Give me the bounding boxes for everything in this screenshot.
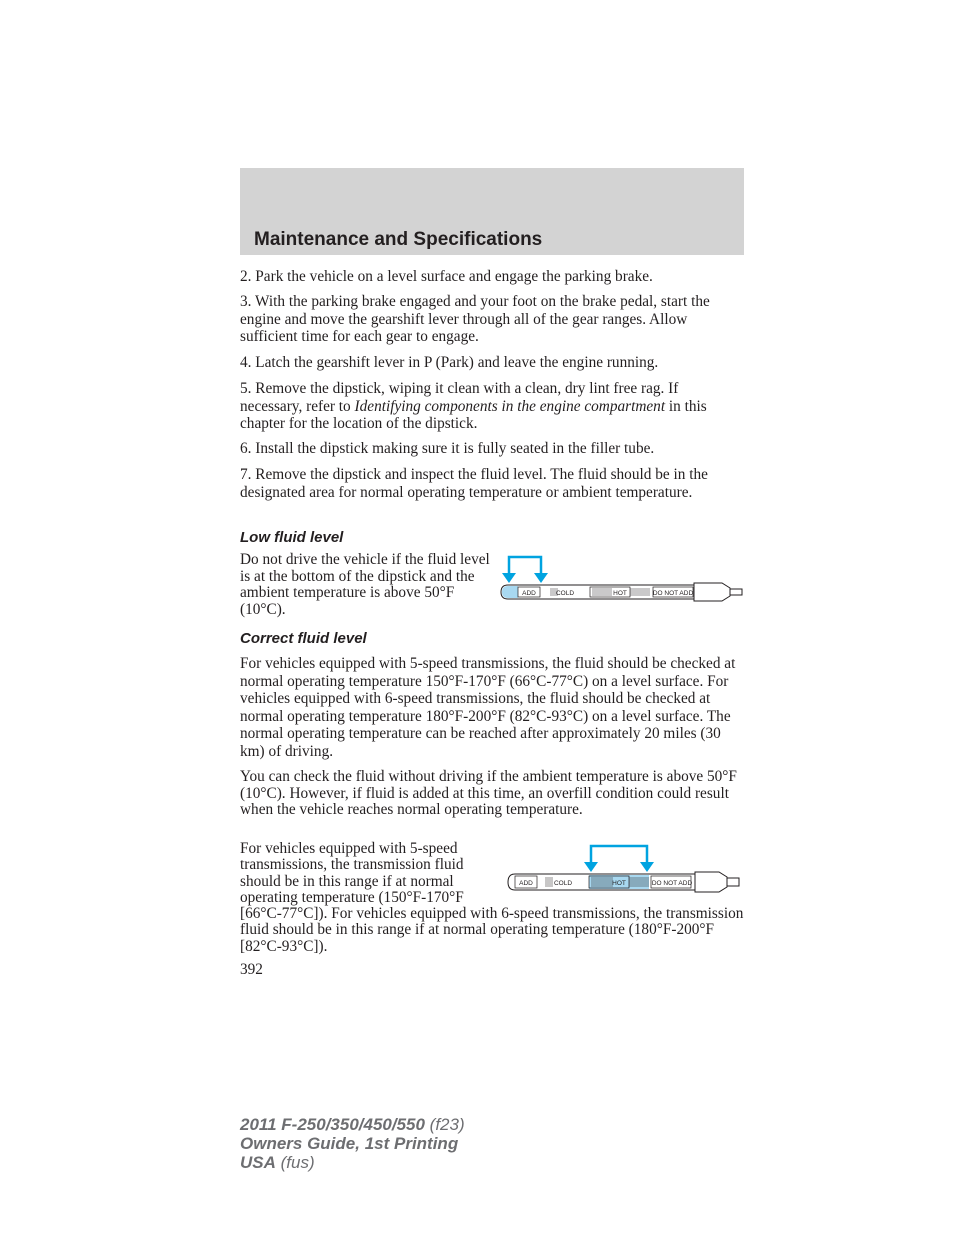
label-cold-2: COLD [553,880,573,887]
step-6: 6. Install the dipstick making sure it is fully seated in the filler tube. [240,440,655,457]
step-5-text-a: 5. Remove the dipstick, wiping it clean with a clean, dry lint free rag. If necessary, refer to [240,380,679,415]
footer-line-2: Owners Guide, 1st Printing [240,1134,459,1153]
dipstick-correct-diagram [505,842,745,894]
step-7: 7. Remove the dipstick and inspect the fluid level. The fluid should be in the designated area for normal operating temperature or ambient temperature. [240,466,708,501]
step-3: 3. With the parking brake engaged and your foot on the brake pedal, start the engine and move the gearshift lever through all of the gear ranges. Allow sufficient time for each gear to engage. [240,293,710,346]
label-cold: COLD [555,590,575,597]
low-fluid-heading: Low fluid level [240,529,344,546]
document-footer [240,1115,465,1172]
section-header [240,168,744,255]
footer-model-code: (f23) [424,1115,465,1134]
label-hot-2: HOT [612,880,626,887]
footer-market-code: (fus) [275,1153,315,1172]
label-add: ADD [522,590,536,597]
section-title: Maintenance and Specifications [254,229,543,250]
page-number: 392 [240,961,263,978]
step-5-reference: Identifying components in the engine compartment [354,397,666,415]
label-add-2: ADD [519,880,533,887]
dipstick-low-diagram [498,553,748,605]
dipstick-blade-2 [508,872,739,892]
footer-line-3 [240,1153,465,1172]
step-4: 4. Latch the gearshift lever in P (Park) and leave the engine running. [240,354,659,371]
step-2: 2. Park the vehicle on a level surface and engage the parking brake. [240,268,653,285]
step-5 [240,380,744,433]
correct-fluid-heading: Correct fluid level [240,630,367,647]
step-5-text-b: in this chapter for the location of the dipstick. [240,397,707,433]
correct-fluid-paragraph-1: For vehicles equipped with 5-speed transmissions, the fluid should be checked at normal operating temperature 150°F-170°F (66°C-77°C) on a level surface. For vehicles equipped with 6-speed transmissions, the fluid should be checked at normal operating temperature 180°F-200°F (82°C-93°C) on a level surface. The normal operating temperature can be reached after approximately 20 miles (30 km) of driving. [240,655,736,760]
correct-arrows [584,846,654,872]
correct-fluid-paragraph-3-top: For vehicles equipped with 5-speed transmissions, the transmission fluid should be in this range if at normal operating temperature (150°F-170°F [240,840,464,907]
label-do-not-add: DO NOT ADD [652,590,694,597]
correct-fluid-paragraph-2: You can check the fluid without driving if the ambient temperature is above 50°F (10°C). However, if fluid is added at this time, an overfill condition could result when the vehicle reaches normal operating temperature. [240,768,737,819]
low-arrows [502,557,548,583]
footer-market: USA [240,1153,276,1172]
footer-model: 2011 F-250/350/450/550 [240,1115,425,1134]
label-hot: HOT [613,590,627,597]
dipstick-blade [501,583,742,601]
footer-line-1 [240,1115,465,1134]
label-do-not-add-2: DO NOT ADD [651,880,693,887]
correct-fluid-paragraph-3-rest: [66°C-77°C]). For vehicles equipped with 6-speed transmissions, the transmission fluid should be in this range if at normal operating temperature (180°F-200°F [82°C-93°C]). [240,905,744,955]
low-fluid-text: Do not drive the vehicle if the fluid level is at the bottom of the dipstick and the ambient temperature is above 50°F (10°C). [240,551,490,618]
